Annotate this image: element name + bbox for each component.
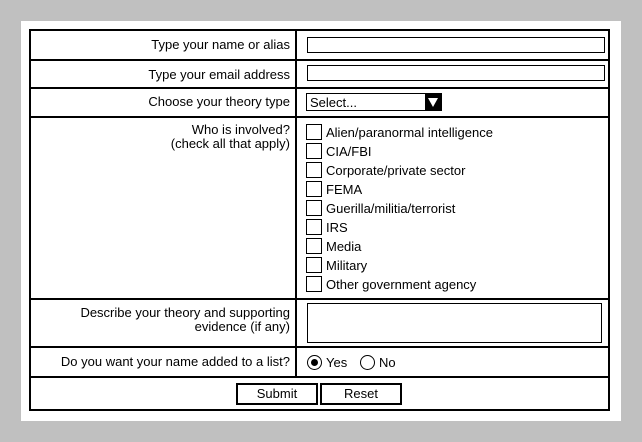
- name-row: [31, 31, 608, 61]
- reset-button[interactable]: Reset: [320, 383, 402, 405]
- yes-radio-label[interactable]: Yes: [326, 355, 348, 370]
- describe-label-line1: Describe your theory and supporting: [80, 305, 290, 320]
- checkbox-label[interactable]: Guerilla/militia/terrorist: [326, 201, 456, 216]
- no-radio-label[interactable]: No: [379, 355, 396, 370]
- theory-form: [29, 29, 610, 411]
- checkbox-label[interactable]: IRS: [326, 220, 348, 235]
- submit-button[interactable]: Submit: [236, 383, 318, 405]
- list-label: Do you want your name added to a list?: [31, 348, 297, 376]
- no-radio[interactable]: [360, 355, 375, 370]
- checkbox[interactable]: [306, 257, 322, 273]
- actions-row: [31, 378, 608, 409]
- checkbox[interactable]: [306, 124, 322, 140]
- checkbox-label[interactable]: Media: [326, 239, 362, 254]
- describe-label: [31, 300, 297, 346]
- theory-type-label: Choose your theory type: [31, 89, 297, 116]
- checkbox[interactable]: [306, 143, 322, 159]
- email-input[interactable]: [307, 65, 605, 81]
- checkbox-label[interactable]: Other government agency: [326, 277, 477, 292]
- email-row: [31, 61, 608, 89]
- name-input[interactable]: [307, 37, 605, 53]
- checkbox[interactable]: [306, 162, 322, 178]
- checkbox[interactable]: [306, 238, 322, 254]
- involved-label-line2: (check all that apply): [170, 136, 290, 151]
- theory-type-value: Select...: [310, 95, 357, 110]
- checkbox[interactable]: [306, 276, 322, 292]
- describe-label-line2: evidence (if any): [194, 319, 290, 334]
- email-label: Type your email address: [31, 61, 297, 87]
- describe-row: [31, 300, 608, 348]
- yes-radio[interactable]: [307, 355, 322, 370]
- checkbox-label[interactable]: FEMA: [326, 182, 363, 197]
- checkbox-label[interactable]: Alien/paranormal intelligence: [326, 125, 493, 140]
- checkbox-label[interactable]: CIA/FBI: [326, 144, 372, 159]
- theory-type-row: [31, 89, 608, 118]
- checkbox-label[interactable]: Military: [326, 258, 368, 273]
- page-panel: [21, 21, 621, 421]
- theory-type-select[interactable]: [306, 93, 442, 111]
- describe-textarea[interactable]: [307, 303, 602, 343]
- checkbox[interactable]: [306, 219, 322, 235]
- list-row: [31, 348, 608, 378]
- name-label: Type your name or alias: [31, 31, 297, 59]
- involved-checkbox-list: [299, 118, 608, 298]
- involved-row: [31, 118, 608, 300]
- dropdown-arrow-icon[interactable]: [425, 94, 441, 110]
- checkbox-label[interactable]: Corporate/private sector: [326, 163, 466, 178]
- checkbox[interactable]: [306, 200, 322, 216]
- checkbox[interactable]: [306, 181, 322, 197]
- involved-label: [31, 118, 297, 298]
- involved-label-line1: Who is involved?: [191, 122, 290, 137]
